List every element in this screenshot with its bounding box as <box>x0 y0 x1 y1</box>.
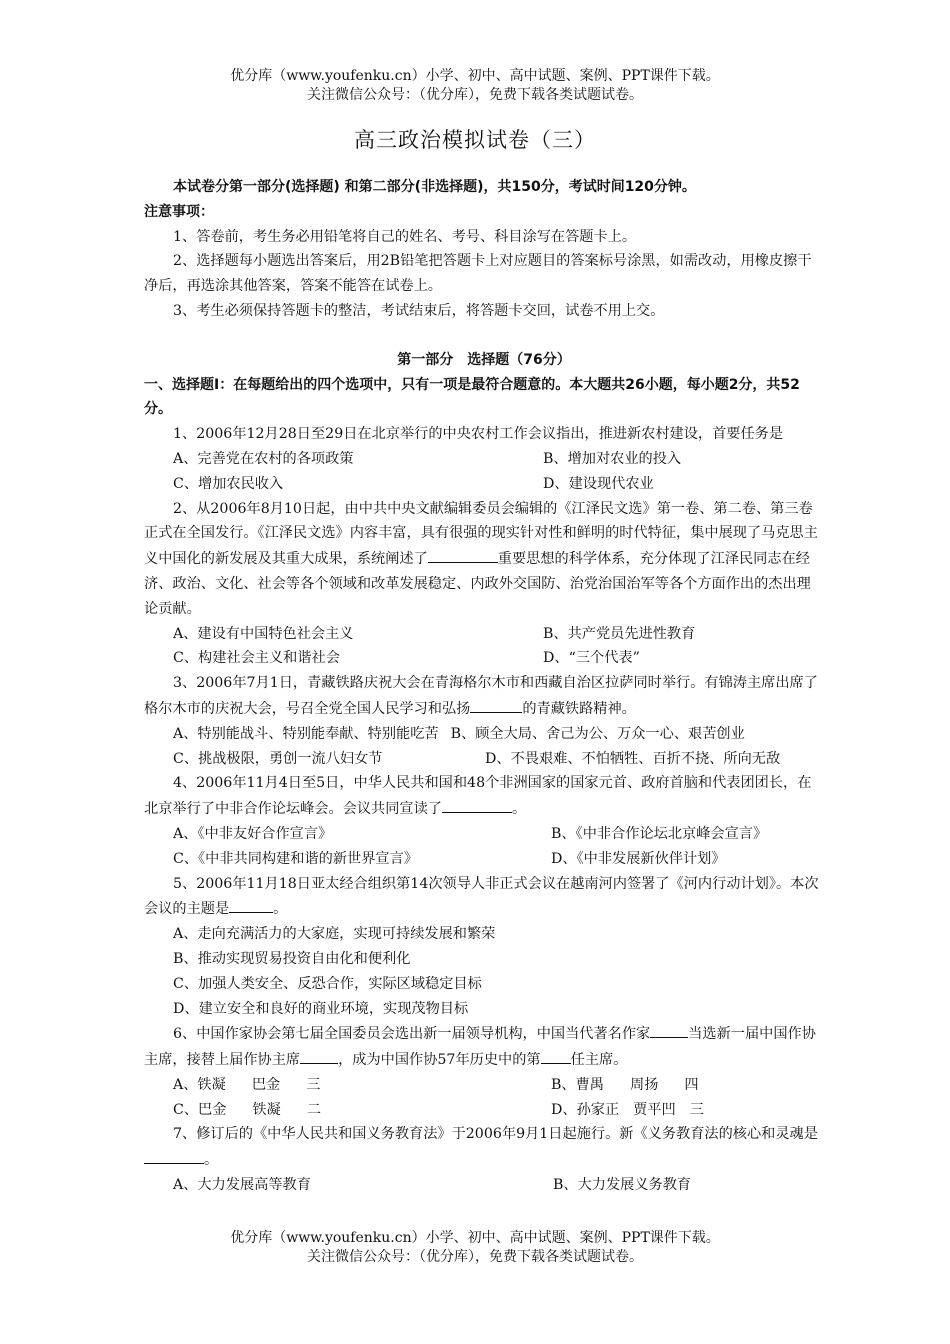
option-b: B、大力发展义务教育 <box>553 1177 692 1194</box>
answer-blank <box>442 796 512 813</box>
option-b: B、曹禺 周扬 四 <box>551 1076 699 1093</box>
notice-heading: 注意事项： <box>144 203 214 220</box>
option-b: B、共产党员先进性教育 <box>543 625 696 642</box>
question-4-options-row-1 <box>144 822 824 847</box>
option-a: A、铁凝 巴金 三 <box>173 1076 321 1093</box>
option-c: C、挑战极限，勇创一流八妇女节 <box>173 750 383 767</box>
option-d: D、不畏艰难、不怕牺牲、百折不挠、所向无敌 <box>485 750 781 767</box>
option-c: C、巴金 铁凝 二 <box>173 1101 322 1118</box>
question-1-options-row-1 <box>144 447 824 472</box>
option-a: A、建设有中国特色社会主义 <box>173 625 354 642</box>
question-3-stem: 3、2006年7月1日，青藏铁路庆祝大会在青海格尔木市和西藏自治区拉萨同时举行。有锦涛主席出席了格尔木市的庆祝大会，号召全党全国人民学习和弘扬 的青藏铁路精神。 <box>144 675 818 717</box>
question-2-stem: 2、从2006年8月10日起，由中共中央文献编辑委员会编辑的《江泽民文选》第一卷、第二卷、第三卷正式在全国发行。《江泽民文选》内容丰富，具有很强的现实针对性和鲜明的时代特征，集中展现了马克思主义中国化的新发展及其重大成果，系统阐述了 重要思想的科学体系，充分体现了江泽民同志在经济、政治、文化、社会等各个领域和改革发展稳定、内政外交国防、治党治国治军等各个方面作出的杰出理论贡献。 <box>144 500 818 617</box>
answer-blank <box>229 896 273 913</box>
option-b: B、《中非合作论坛北京峰会宣言》 <box>551 825 768 842</box>
question-5-stem: 5、2006年11月18日亚太经合组织第14次领导人非正式会议在越南河内签署了《河内行动计划》。本次会议的主题是 。 <box>144 875 819 918</box>
footer-line-1: 优分库（www.youfenku.cn）小学、初中、高中试题、案例、PPT课件下载。 <box>230 1230 720 1246</box>
option-b: B、推动实现贸易投资自由化和便利化 <box>173 950 411 967</box>
option-a: A、特别能战斗、特别能奉献、特别能吃苦 <box>173 725 439 742</box>
option-c: C、加强人类安全、反恐合作，实际区域稳定目标 <box>173 975 482 992</box>
option-a: A、走向充满活力的大家庭，实现可持续发展和繁荣 <box>173 926 496 943</box>
question-6-stem: 6、中国作家协会第七届全国委员会选出新一届领导机构，中国当代著名作家 当选新一届中国作协主席，接替上届作协主席 ，成为中国作协57年历史中的第 任主席。 <box>144 1021 824 1073</box>
question-7-stem: 7、修订后的《中华人民共和国义务教育法》于2006年9月1日起施行。新《义务教育法的核心和灵魂是。 <box>144 1122 824 1173</box>
question-4-options-row-2 <box>144 847 824 872</box>
notice-item: 2、选择题每小题选出答案后，用2B铅笔把答题卡上对应题目的答案标号涂黑，如需改动，用橡皮擦干净后，再选涂其他答案，答案不能答在试卷上。 <box>144 253 812 295</box>
option-c: C、构建社会主义和谐社会 <box>173 650 340 667</box>
question-3-options-row-1 <box>144 722 824 747</box>
question-2-options-row-1 <box>144 622 824 647</box>
option-d: D、“三个代表” <box>543 650 640 667</box>
option-d: D、建设现代农业 <box>543 475 654 492</box>
option-b: B、增加对农业的投入 <box>543 450 682 467</box>
answer-blank <box>300 1047 338 1064</box>
option-a: A、完善党在农村的各项政策 <box>173 450 354 467</box>
page-title: 高三政治模拟试卷（三） <box>354 128 596 152</box>
question-6-options-row-1 <box>144 1073 824 1098</box>
answer-blank <box>650 1021 688 1038</box>
option-d: D、建立安全和良好的商业环境，实现茂物目标 <box>173 1000 469 1017</box>
answer-blank <box>541 1047 571 1064</box>
question-6-options-row-2 <box>144 1098 824 1123</box>
question-2-options-row-2 <box>144 646 824 671</box>
question-3-options-row-2 <box>144 747 824 772</box>
answer-blank <box>144 1147 204 1164</box>
option-d: D、《中非发展新伙伴计划》 <box>551 850 726 867</box>
option-d: D、孙家正 贾平凹 三 <box>551 1101 704 1118</box>
header-line-2: 关注微信公众号：（优分库），免费下载各类试题试卷。 <box>307 87 643 103</box>
section-1-heading: 一、选择题Ⅰ：在每题给出的四个选项中，只有一项是最符合题意的。本大题共26小题，每小题2分，共52分。 <box>144 376 800 418</box>
option-c: C、《中非共同构建和谐的新世界宣言》 <box>173 850 418 867</box>
option-c: C、增加农民收入 <box>173 475 284 492</box>
notice-item: 3、考生必须保持答题卡的整洁，考试结束后，将答题卡交回，试卷不用上交。 <box>173 302 665 319</box>
exam-body <box>144 175 824 1198</box>
option-b: B、顾全大局、舍己为公、万众一心、艰苦创业 <box>450 725 745 742</box>
answer-blank <box>470 696 522 713</box>
question-1-stem: 1、2006年12月28日至29日在北京举行的中央农村工作会议指出，推进新农村建设，首要任务是 <box>173 426 784 443</box>
question-7-options-row-1 <box>144 1173 824 1198</box>
answer-blank <box>428 546 498 563</box>
exam-intro: 本试卷分第一部分(选择题) 和第二部分(非选择题)，共150分，考试时间120分钟。 <box>173 179 696 195</box>
notice-item: 1、答卷前，考生务必用铅笔将自己的姓名、考号、科目涂写在答题卡上。 <box>173 228 637 245</box>
header-line-1: 优分库（www.youfenku.cn）小学、初中、高中试题、案例、PPT课件下载。 <box>230 68 720 84</box>
option-a: A、大力发展高等教育 <box>173 1177 311 1194</box>
footer-line-2: 关注微信公众号：（优分库），免费下载各类试题试卷。 <box>307 1249 643 1265</box>
question-1-options-row-2 <box>144 472 824 497</box>
part-1-title: 第一部分 选择题（76分） <box>397 351 571 368</box>
question-4-stem: 4、2006年11月4日至5日，中华人民共和国和48个非洲国家的国家元首、政府首脑和代表团团长，在北京举行了中非合作论坛峰会。会议共同宣读了 。 <box>144 775 812 818</box>
option-a: A、《中非友好合作宣言》 <box>173 825 333 842</box>
